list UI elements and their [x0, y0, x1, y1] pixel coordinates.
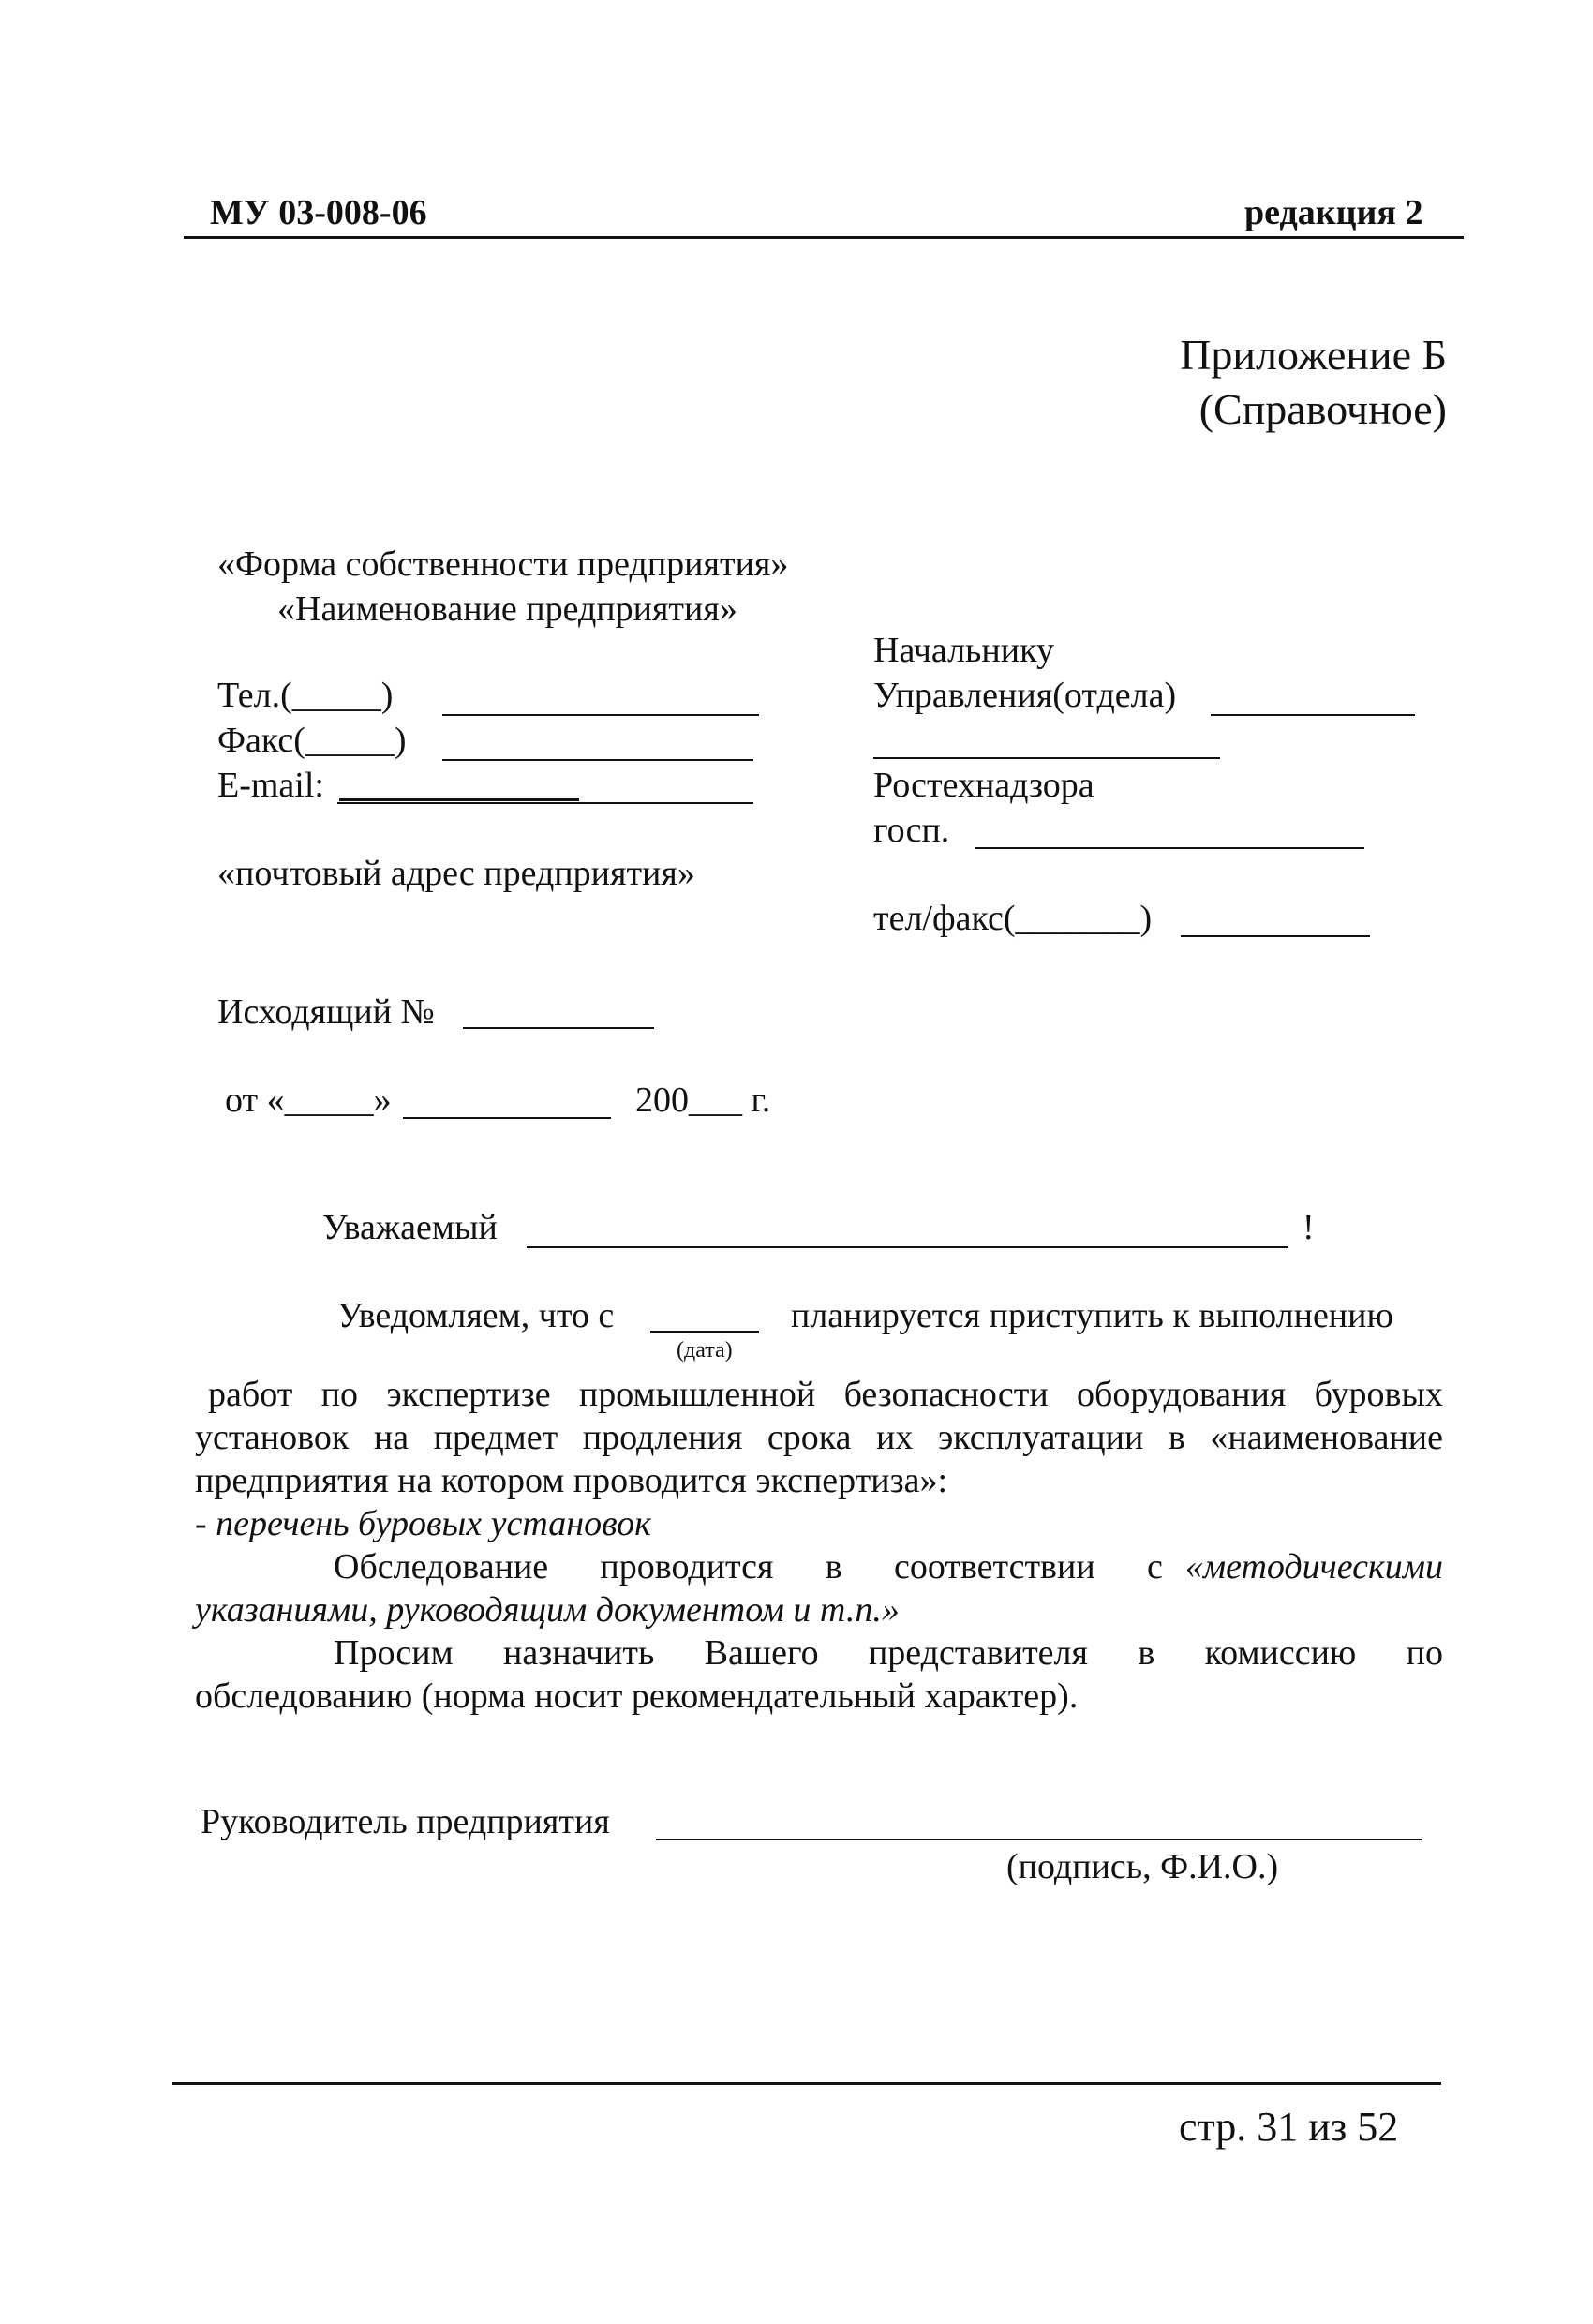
sender-name: «Наименование предприятия»: [277, 589, 737, 629]
outgoing-number-line: [463, 1027, 654, 1029]
postal-address: «почтовый адрес предприятия»: [217, 854, 695, 893]
recipient-inspector: госп.: [873, 811, 950, 850]
paragraph-2-line-2: указаниями, руководящим документом и т.п.»: [195, 1590, 900, 1630]
email-label: E-mail:: [217, 766, 324, 805]
tel-label: Тел.(_____): [217, 676, 394, 715]
recipient-department: Управления(отдела): [873, 676, 1177, 715]
fax-label: Факс(_____): [217, 721, 407, 760]
paragraph-3-line-2: обследованию (норма носит рекомендательный характер).: [195, 1676, 1079, 1716]
salutation-exclamation: !: [1303, 1208, 1315, 1247]
department-line-2: [873, 757, 1220, 759]
outgoing-month-line: [403, 1117, 611, 1119]
page-number: стр. 31 из 52: [1179, 2104, 1399, 2150]
notify-start: Уведомляем, что с: [337, 1296, 615, 1335]
salutation: Уважаемый: [322, 1208, 498, 1247]
list-item-rigs: - перечень буровых установок: [195, 1504, 651, 1543]
paragraph-2-line-1: [334, 1546, 1443, 1587]
notify-date-line: [650, 1331, 759, 1333]
department-line: [1211, 714, 1415, 716]
salutation-name-line: [527, 1246, 1288, 1248]
outgoing-year: 200___ г.: [635, 1080, 771, 1120]
fax-line: [442, 759, 753, 761]
footer-rule: [172, 2082, 1441, 2085]
signature-line: [656, 1839, 1422, 1840]
phone-line: [1181, 935, 1370, 937]
date-hint: (дата): [677, 1338, 733, 1363]
outgoing-date-from: от «_____»: [225, 1080, 392, 1120]
edition-label: редакция 2: [1244, 193, 1423, 232]
recipient-agency: Ростехнадзора: [873, 766, 1094, 805]
doc-code: МУ 03-008-06: [210, 193, 427, 232]
header-rule: [184, 236, 1464, 239]
paragraph-1-line-2: установок на предмет продления срока их эксплуатации в «наименование: [195, 1418, 1443, 1457]
email-line-bold: [339, 798, 579, 801]
paragraph-2-start: Обследование проводится в соответствии с: [334, 1547, 1163, 1587]
tel-line: [442, 714, 759, 716]
signature-label: Руководитель предприятия: [201, 1802, 610, 1841]
email-line: [337, 802, 753, 804]
signature-hint: (подпись, Ф.И.О.): [1006, 1847, 1279, 1886]
paragraph-3-line-1: Просим назначить Вашего представителя в комиссию по: [334, 1633, 1443, 1673]
notify-end: планируется приступить к выполнению: [791, 1296, 1393, 1335]
paragraph-1-line-3: предприятия на котором проводится экспертиза»:: [195, 1461, 948, 1500]
recipient-phone: тел/факс(_______): [873, 899, 1153, 938]
appendix-subtitle: (Справочное): [1198, 385, 1447, 433]
inspector-line: [975, 847, 1364, 849]
appendix-title: Приложение Б: [1180, 331, 1447, 379]
recipient-title: Начальнику: [873, 631, 1054, 670]
sender-ownership: «Форма собственности предприятия»: [217, 544, 789, 584]
outgoing-number-label: Исходящий №: [217, 992, 435, 1032]
paragraph-1-line-1: работ по экспертизе промышленной безопасности оборудования буровых: [208, 1375, 1443, 1414]
paragraph-2-italic-start: «методическими: [1184, 1547, 1443, 1587]
